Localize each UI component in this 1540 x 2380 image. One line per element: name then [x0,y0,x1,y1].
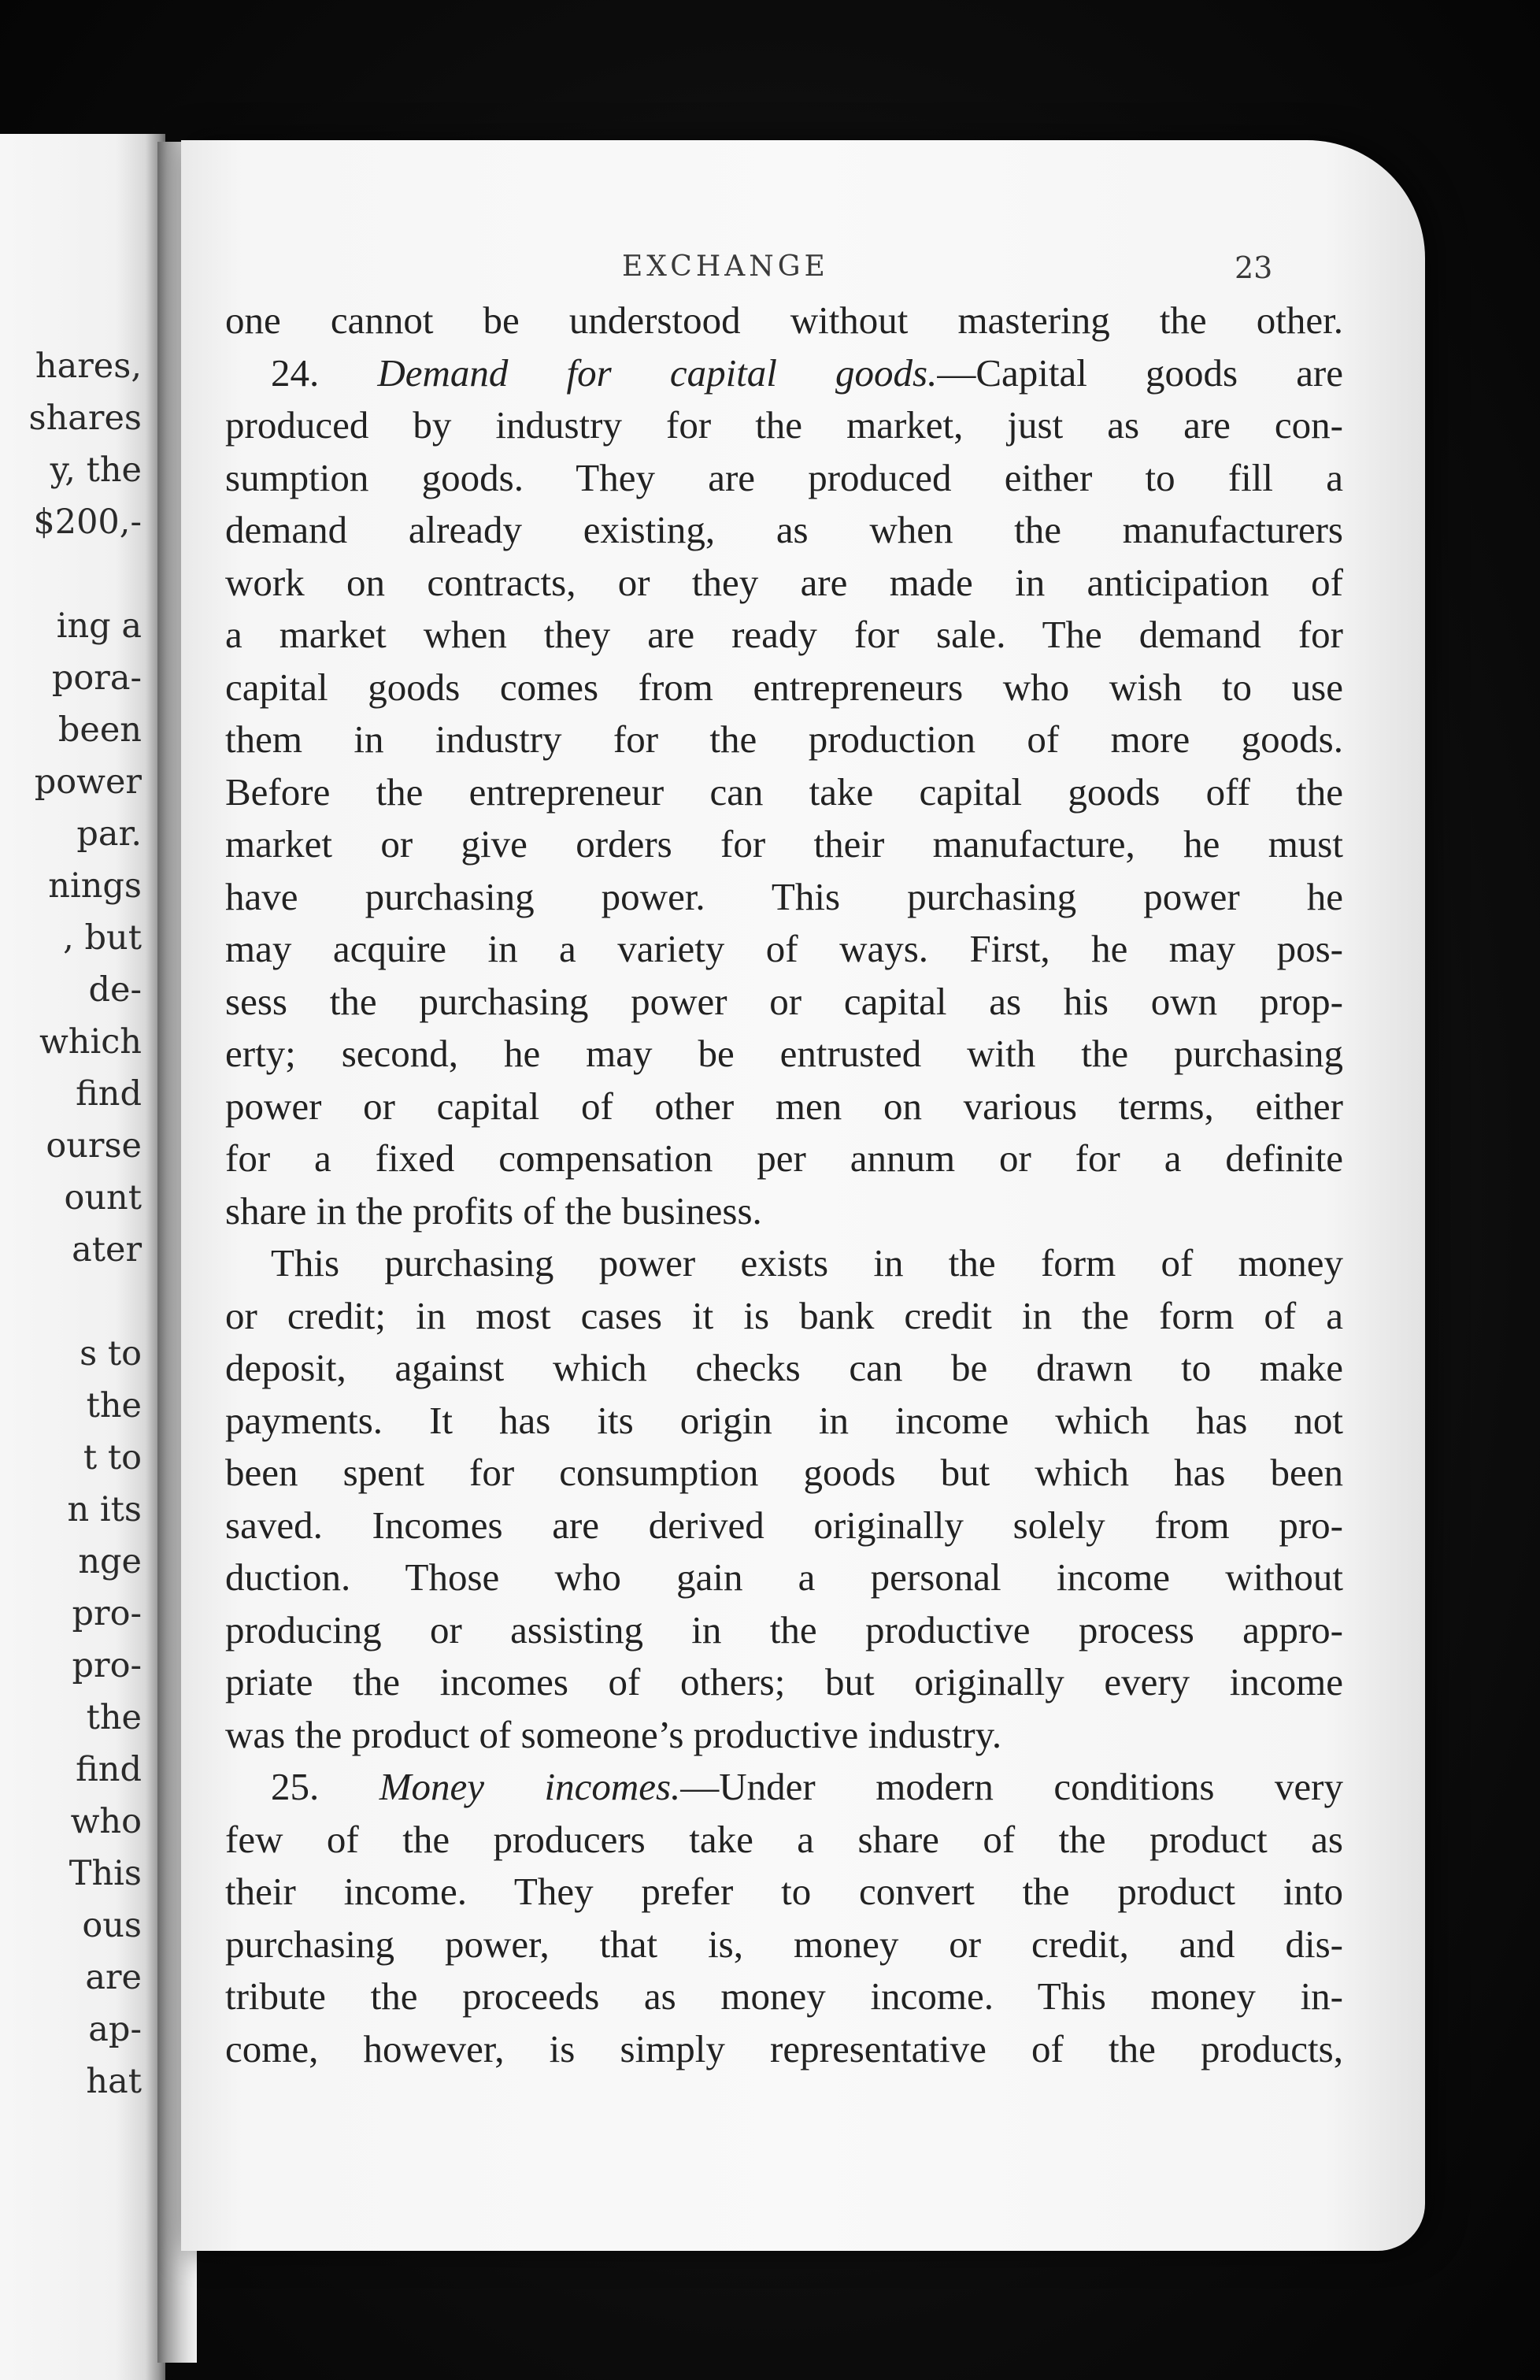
left-page-fragment: find [76,1750,142,1789]
text-line: was the product of someone’s productive industry. [225,1712,1002,1756]
left-page-fragment: ater [72,1230,142,1270]
text-line: been spent for consumption goods but which has been [225,1451,1343,1494]
text-line: market or give orders for their manufacture, he must [225,822,1343,866]
left-page-fragment: hat [86,2062,142,2101]
left-page-fragment: nge [78,1542,142,1581]
text-line: share in the profits of the business. [225,1188,762,1233]
text-line: purchasing power, that is, money or credit, and dis- [225,1922,1343,1966]
section-title: Money incomes. [379,1765,681,1808]
text-line: one cannot be understood without mastering the other. [225,298,1343,342]
left-page-fragment: de- [88,970,142,1010]
em-dash: — [937,350,976,395]
left-page-fragment: nings [48,866,142,906]
text-line: payments. It has its origin in income which has not [225,1398,1343,1442]
text-line: produced by industry for the market, just as are con- [225,403,1343,447]
left-page-fragment: who [70,1802,142,1841]
section-heading-line [225,1761,1343,1814]
left-page-fragment: power [34,762,142,802]
page-number: 23 [1235,250,1273,285]
left-page-fragment: the [86,1698,142,1737]
left-page-fragment: s to [80,1334,142,1374]
text-line: Before the entrepreneur can take capital goods off the [225,769,1343,814]
text-line: or credit; in most cases it is bank credit in the form of a [225,1293,1343,1337]
left-page-fragment: been [57,710,142,750]
text-line: power or capital of other men on various terms, either [225,1084,1343,1128]
left-page-fragment: ap- [88,2010,142,2049]
text-line: few of the producers take a share of the product as [225,1817,1343,1861]
text-line: come, however, is simply representative of the products, [225,2026,1343,2070]
left-page-fragment: t to [83,1438,142,1477]
text-line: their income. They prefer to convert the product into [225,1870,1343,1913]
section-title: Demand for capital goods. [377,350,938,395]
text-line: deposit, against which checks can be drawn to make [225,1346,1343,1389]
text-line: Capital goods are [975,350,1343,395]
text-line: duction. Those who gain a personal income without [225,1555,1343,1599]
left-page-fragment: shares [28,399,142,438]
left-page-fragment: y, the [50,450,142,490]
left-page [0,134,165,2380]
left-page-fragment: find [76,1074,142,1114]
body-text [225,295,1343,2075]
left-page-fragment: which [39,1022,142,1062]
text-line: saved. Incomes are derived originally solely from pro- [225,1503,1343,1547]
text-line: priate the incomes of others; but originally every income [225,1660,1343,1703]
text-line: demand already existing, as when the manufacturers [225,508,1343,551]
text-line: work on contracts, or they are made in anticipation of [225,560,1343,604]
left-page-fragment: ourse [46,1126,142,1166]
em-dash: — [680,1765,720,1808]
text-line: producing or assisting in the productive process appro- [225,1607,1343,1652]
left-page-fragment: are [85,1958,142,1997]
running-head-title: EXCHANGE [622,250,829,283]
text-line: sess the purchasing power or capital as his own prop- [225,979,1343,1023]
section-heading-line [225,347,1343,400]
left-page-fragment: ous [82,1906,142,1945]
running-head [181,250,1425,298]
left-page-fragment: This [68,1854,142,1893]
left-page-fragment: hares, [35,347,142,386]
left-page-fragment: pro- [72,1646,142,1685]
section-number: 24. [271,350,320,395]
text-line: them in industry for the production of more goods. [225,717,1343,761]
text-line: Under modern conditions very [719,1765,1343,1808]
left-page-fragment: , but [63,918,142,958]
left-page-fragment: pora- [51,658,142,698]
text-line: erty; second, he may be entrusted with the purchasing [225,1032,1343,1075]
left-page-fragment: the [86,1386,142,1425]
text-line: have purchasing power. This purchasing power he [225,874,1343,918]
right-page [181,140,1425,2251]
section-number: 25. [271,1765,320,1808]
text-line: may acquire in a variety of ways. First, he may pos- [225,927,1343,970]
left-page-fragment: $200,- [33,502,142,542]
left-page-fragment: ount [64,1178,142,1218]
text-line: a market when they are ready for sale. The demand for [225,613,1343,656]
left-page-fragment: ing a [56,606,142,646]
text-line: tribute the proceeds as money income. This money in- [225,1974,1343,2018]
left-page-fragment: n its [67,1490,142,1529]
text-line: This purchasing power exists in the form of money [271,1241,1343,1285]
left-page-fragment: pro- [72,1594,142,1633]
text-line: capital goods comes from entrepreneurs who wish to use [225,665,1343,709]
left-page-fragment: par. [76,814,142,854]
text-line: sumption goods. They are produced either to fill a [225,455,1343,499]
text-line: for a fixed compensation per annum or for a definite [225,1136,1343,1180]
